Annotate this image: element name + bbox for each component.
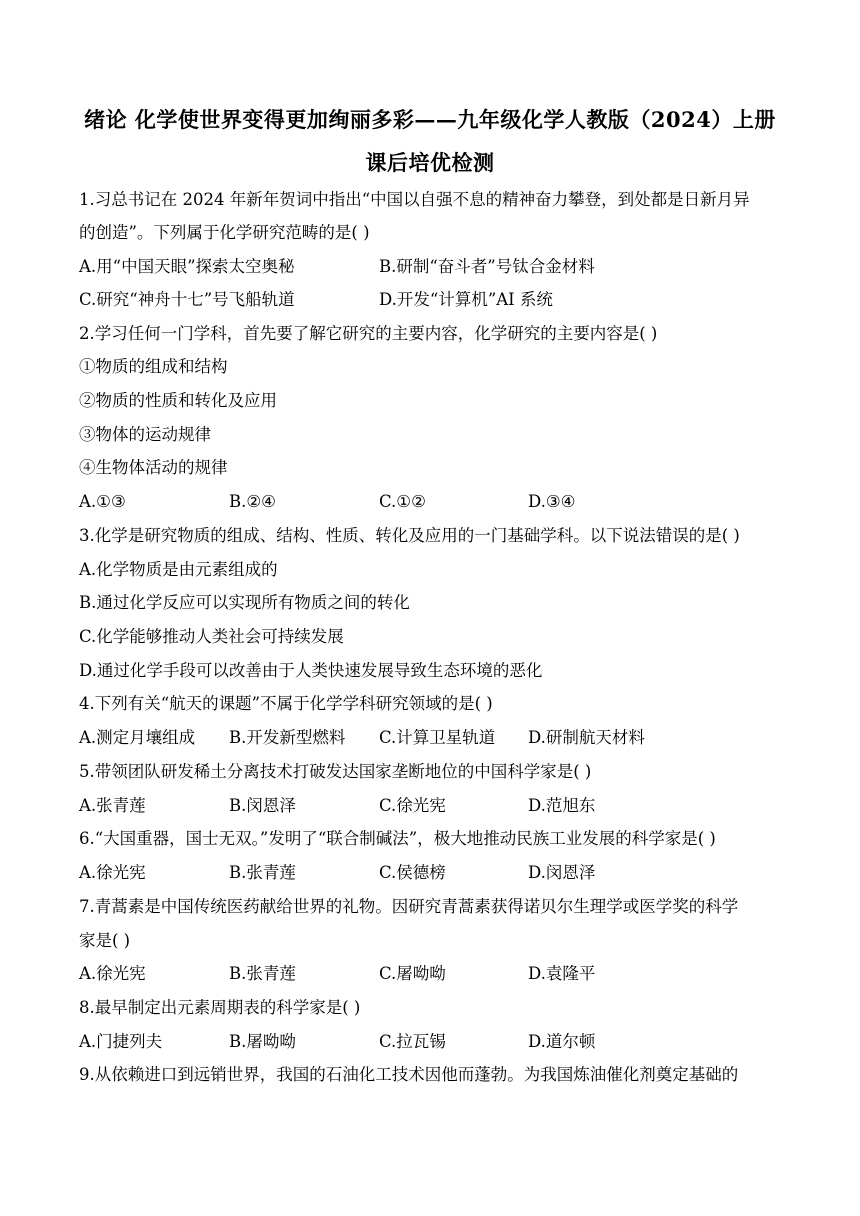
question-6-option-d: D.闵恩泽 bbox=[528, 863, 596, 882]
question-1-option-a: A.用“中国天眼”探索太空奥秘 bbox=[79, 257, 295, 276]
question-6-option-b: B.张青莲 bbox=[229, 863, 296, 882]
question-6-option-c: C.侯德榜 bbox=[379, 863, 446, 882]
question-8-option-c: C.拉瓦锡 bbox=[379, 1032, 446, 1051]
question-2-item-2: ②物质的性质和转化及应用 bbox=[79, 391, 277, 410]
question-2-item-3: ③物体的运动规律 bbox=[79, 425, 211, 444]
question-4-option-c: C.计算卫星轨道 bbox=[379, 728, 496, 747]
question-1-stem-line-1: 1.习总书记在 2024 年新年贺词中指出“中国以自强不息的精神奋力攀登，到处都是日新月异 bbox=[79, 190, 750, 209]
question-2-item-4: ④生物体活动的规律 bbox=[79, 458, 228, 477]
question-1-option-d: D.开发“计算机”AI 系统 bbox=[379, 290, 553, 309]
question-4-option-d: D.研制航天材料 bbox=[528, 728, 645, 747]
question-3-option-c: C.化学能够推动人类社会可持续发展 bbox=[79, 627, 344, 646]
question-7-stem-line-1: 7.青蒿素是中国传统医药献给世界的礼物。因研究青蒿素获得诺贝尔生理学或医学奖的科学 bbox=[79, 897, 739, 916]
question-7-option-a: A.徐光宪 bbox=[79, 964, 146, 983]
question-2-option-c: C.①② bbox=[379, 492, 426, 511]
question-2-item-1: ①物质的组成和结构 bbox=[79, 357, 228, 376]
question-4-option-a: A.测定月壤组成 bbox=[79, 728, 196, 747]
question-3-option-b: B.通过化学反应可以实现所有物质之间的转化 bbox=[79, 593, 410, 612]
question-4-option-b: B.开发新型燃料 bbox=[229, 728, 346, 747]
question-2-option-a: A.①③ bbox=[79, 492, 126, 511]
question-3-option-a: A.化学物质是由元素组成的 bbox=[79, 560, 278, 579]
question-6-option-a: A.徐光宪 bbox=[79, 863, 146, 882]
question-1-option-c: C.研究“神舟十七”号飞船轨道 bbox=[79, 290, 295, 309]
document-subtitle: 课后培优检测 bbox=[365, 150, 495, 175]
question-7-option-b: B.张青莲 bbox=[229, 964, 296, 983]
question-1-stem-line-2: 的创造”。下列属于化学研究范畴的是( ) bbox=[79, 223, 370, 242]
question-8-option-d: D.道尔顿 bbox=[528, 1032, 596, 1051]
question-8-stem: 8.最早制定出元素周期表的科学家是( ) bbox=[79, 998, 361, 1017]
question-5-option-b: B.闵恩泽 bbox=[229, 796, 296, 815]
question-7-stem-line-2: 家是( ) bbox=[79, 931, 131, 950]
question-1-option-b: B.研制“奋斗者”号钛合金材料 bbox=[379, 257, 595, 276]
question-8-option-a: A.门捷列夫 bbox=[79, 1032, 163, 1051]
question-8-option-b: B.屠呦呦 bbox=[229, 1032, 296, 1051]
question-2-option-b: B.②④ bbox=[229, 492, 276, 511]
question-7-option-d: D.袁隆平 bbox=[528, 964, 596, 983]
question-5-stem: 5.带领团队研发稀土分离技术打破发达国家垄断地位的中国科学家是( ) bbox=[79, 762, 592, 781]
question-2-stem: 2.学习任何一门学科，首先要了解它研究的主要内容，化学研究的主要内容是( ) bbox=[79, 324, 658, 343]
question-5-option-d: D.范旭东 bbox=[528, 796, 596, 815]
question-4-stem: 4.下列有关“航天的课题”不属于化学学科研究领域的是( ) bbox=[79, 694, 493, 713]
question-3-option-d: D.通过化学手段可以改善由于人类快速发展导致生态环境的恶化 bbox=[79, 661, 543, 680]
question-3-stem: 3.化学是研究物质的组成、结构、性质、转化及应用的一门基础学科。以下说法错误的是( ) bbox=[79, 526, 740, 545]
document-title: 绪论 化学使世界变得更加绚丽多彩——九年级化学人教版（2024）上册 bbox=[84, 107, 776, 132]
question-5-option-a: A.张青莲 bbox=[79, 796, 146, 815]
question-2-option-d: D.③④ bbox=[528, 492, 576, 511]
question-7-option-c: C.屠呦呦 bbox=[379, 964, 446, 983]
question-9-stem: 9.从依赖进口到远销世界，我国的石油化工技术因他而蓬勃。为我国炼油催化剂奠定基础的 bbox=[79, 1065, 739, 1084]
question-6-stem: 6.“大国重器，国士无双。”发明了“联合制碱法”，极大地推动民族工业发展的科学家是( ) bbox=[79, 829, 716, 848]
question-5-option-c: C.徐光宪 bbox=[379, 796, 446, 815]
